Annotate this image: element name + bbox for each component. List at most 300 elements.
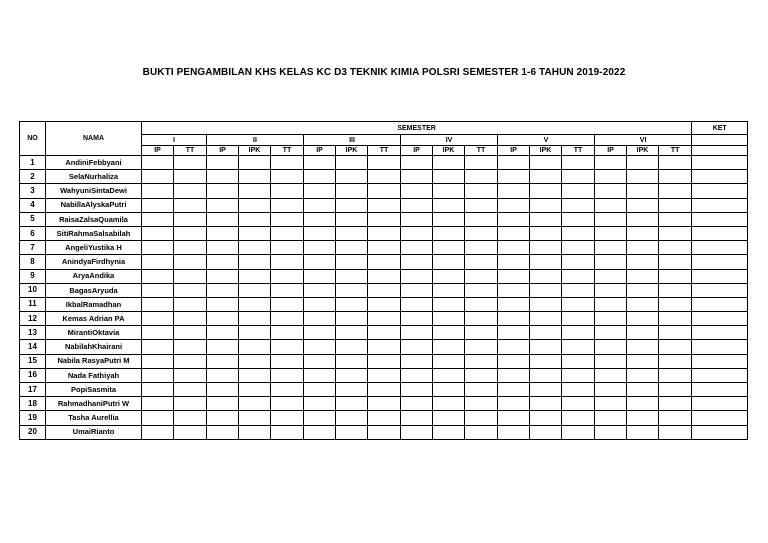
grade-cell — [498, 255, 530, 269]
grade-cell — [595, 156, 627, 170]
student-name: AnindyaFirdhynia — [46, 255, 142, 269]
grade-cell — [433, 340, 465, 354]
grade-cell — [627, 198, 659, 212]
table-row — [20, 368, 748, 382]
grade-cell — [174, 156, 207, 170]
student-name: UmaiRianto — [46, 425, 142, 439]
grade-cell — [595, 297, 627, 311]
grade-cell — [562, 368, 595, 382]
header-semester-3: III — [304, 135, 401, 146]
grade-cell — [368, 340, 401, 354]
grade-cell — [174, 226, 207, 240]
grade-cell — [401, 212, 433, 226]
grade-cell — [368, 212, 401, 226]
grade-cell — [433, 397, 465, 411]
table-row — [20, 411, 748, 425]
table-row — [20, 212, 748, 226]
header-semester-1: I — [142, 135, 207, 146]
grade-cell — [239, 184, 271, 198]
table-row — [20, 425, 748, 439]
grade-cell — [659, 312, 692, 326]
student-name: AryaAndika — [46, 269, 142, 283]
grade-cell — [174, 411, 207, 425]
grade-cell — [142, 326, 174, 340]
grade-cell — [368, 184, 401, 198]
row-number: 15 — [20, 354, 46, 368]
grade-cell — [142, 425, 174, 439]
grade-cell — [336, 383, 368, 397]
grade-cell — [530, 226, 562, 240]
grade-cell — [498, 226, 530, 240]
sub-header-tt: TT — [562, 146, 595, 156]
grade-cell — [465, 425, 498, 439]
grade-cell — [627, 368, 659, 382]
grade-cell — [174, 297, 207, 311]
table-row — [20, 156, 748, 170]
sub-header-tt: TT — [659, 146, 692, 156]
grade-cell — [174, 170, 207, 184]
grade-cell — [627, 425, 659, 439]
grade-cell — [627, 283, 659, 297]
grade-cell — [433, 312, 465, 326]
student-name: AndiniFebbyani — [46, 156, 142, 170]
grade-cell — [239, 241, 271, 255]
grade-cell — [336, 255, 368, 269]
sub-header-ipk: IPK — [530, 146, 562, 156]
grade-cell — [595, 425, 627, 439]
grade-cell — [595, 184, 627, 198]
grade-cell — [433, 411, 465, 425]
grade-cell — [562, 312, 595, 326]
grade-cell — [659, 368, 692, 382]
table-row — [20, 241, 748, 255]
grade-cell — [627, 354, 659, 368]
grade-cell — [465, 198, 498, 212]
ket-cell — [692, 326, 748, 340]
grade-cell — [207, 255, 239, 269]
sub-header-ip: IP — [304, 146, 336, 156]
grade-cell — [595, 241, 627, 255]
grade-cell — [627, 269, 659, 283]
grade-cell — [659, 170, 692, 184]
grade-cell — [336, 226, 368, 240]
grade-cell — [530, 269, 562, 283]
grade-cell — [465, 170, 498, 184]
grade-cell — [239, 397, 271, 411]
grade-cell — [433, 241, 465, 255]
grade-cell — [304, 226, 336, 240]
table-row — [20, 226, 748, 240]
grade-cell — [142, 297, 174, 311]
row-number: 8 — [20, 255, 46, 269]
grade-cell — [659, 269, 692, 283]
grade-cell — [401, 170, 433, 184]
grade-cell — [465, 383, 498, 397]
sub-header-ip: IP — [142, 146, 174, 156]
grade-cell — [530, 297, 562, 311]
grade-cell — [659, 354, 692, 368]
grade-cell — [142, 397, 174, 411]
grade-cell — [174, 326, 207, 340]
grade-cell — [401, 312, 433, 326]
grade-cell — [368, 368, 401, 382]
ket-cell — [692, 283, 748, 297]
grade-cell — [498, 354, 530, 368]
grade-cell — [530, 283, 562, 297]
grade-cell — [336, 198, 368, 212]
grade-cell — [368, 297, 401, 311]
grade-cell — [239, 212, 271, 226]
grade-cell — [562, 283, 595, 297]
grade-cell — [239, 297, 271, 311]
grade-cell — [595, 269, 627, 283]
table-row — [20, 383, 748, 397]
ket-blank — [692, 135, 748, 146]
grade-cell — [207, 212, 239, 226]
table-row — [20, 198, 748, 212]
grade-cell — [207, 312, 239, 326]
row-number: 1 — [20, 156, 46, 170]
grade-cell — [498, 383, 530, 397]
grade-cell — [336, 425, 368, 439]
grade-cell — [562, 226, 595, 240]
row-number: 5 — [20, 212, 46, 226]
grade-cell — [401, 255, 433, 269]
grade-cell — [562, 198, 595, 212]
student-name: SelaNurhaliza — [46, 170, 142, 184]
grade-cell — [304, 326, 336, 340]
ket-cell — [692, 212, 748, 226]
ket-cell — [692, 411, 748, 425]
student-name: BagasAryuda — [46, 283, 142, 297]
grade-cell — [433, 354, 465, 368]
ket-cell — [692, 241, 748, 255]
grade-cell — [304, 241, 336, 255]
table-row — [20, 170, 748, 184]
ket-cell — [692, 269, 748, 283]
grade-cell — [207, 283, 239, 297]
sub-header-tt: TT — [368, 146, 401, 156]
grade-cell — [239, 170, 271, 184]
grade-cell — [239, 198, 271, 212]
grade-cell — [595, 198, 627, 212]
grade-cell — [627, 184, 659, 198]
sub-header-ip: IP — [498, 146, 530, 156]
grade-cell — [659, 198, 692, 212]
grade-cell — [595, 397, 627, 411]
grade-cell — [401, 368, 433, 382]
row-number: 2 — [20, 170, 46, 184]
grade-cell — [304, 411, 336, 425]
grade-cell — [336, 184, 368, 198]
grade-cell — [142, 283, 174, 297]
grade-cell — [498, 397, 530, 411]
student-name: NabillaAlyskaPutri — [46, 198, 142, 212]
table-row — [20, 269, 748, 283]
row-number: 6 — [20, 226, 46, 240]
grade-cell — [498, 269, 530, 283]
grade-cell — [304, 198, 336, 212]
grade-cell — [304, 425, 336, 439]
grade-cell — [304, 255, 336, 269]
grade-cell — [595, 312, 627, 326]
grade-cell — [271, 283, 304, 297]
grade-cell — [562, 241, 595, 255]
grade-cell — [465, 411, 498, 425]
grade-cell — [271, 425, 304, 439]
grade-cell — [368, 241, 401, 255]
grade-cell — [433, 170, 465, 184]
grade-cell — [659, 156, 692, 170]
grade-cell — [142, 269, 174, 283]
grade-cell — [433, 368, 465, 382]
grade-cell — [336, 354, 368, 368]
grade-cell — [336, 340, 368, 354]
grade-cell — [401, 241, 433, 255]
grade-cell — [239, 326, 271, 340]
grade-cell — [659, 297, 692, 311]
grade-cell — [142, 255, 174, 269]
sub-header-ipk: IPK — [336, 146, 368, 156]
grade-cell — [174, 255, 207, 269]
row-number: 3 — [20, 184, 46, 198]
grade-cell — [304, 383, 336, 397]
khs-table — [19, 121, 748, 440]
grade-cell — [401, 283, 433, 297]
row-number: 20 — [20, 425, 46, 439]
grade-cell — [271, 269, 304, 283]
grade-cell — [530, 368, 562, 382]
grade-cell — [595, 226, 627, 240]
grade-cell — [595, 368, 627, 382]
grade-cell — [401, 383, 433, 397]
student-name: RaisaZalsaQuamila — [46, 212, 142, 226]
grade-cell — [207, 411, 239, 425]
grade-cell — [401, 411, 433, 425]
grade-cell — [271, 255, 304, 269]
grade-cell — [465, 368, 498, 382]
ket-cell — [692, 397, 748, 411]
grade-cell — [368, 411, 401, 425]
row-number: 9 — [20, 269, 46, 283]
grade-cell — [498, 297, 530, 311]
grade-cell — [659, 184, 692, 198]
grade-cell — [562, 340, 595, 354]
grade-cell — [498, 283, 530, 297]
grade-cell — [271, 411, 304, 425]
ket-cell — [692, 255, 748, 269]
ket-cell — [692, 368, 748, 382]
grade-cell — [595, 340, 627, 354]
grade-cell — [530, 198, 562, 212]
grade-cell — [174, 241, 207, 255]
grade-cell — [207, 297, 239, 311]
grade-cell — [627, 312, 659, 326]
grade-cell — [530, 397, 562, 411]
grade-cell — [368, 354, 401, 368]
grade-cell — [595, 354, 627, 368]
grade-cell — [271, 156, 304, 170]
grade-cell — [304, 184, 336, 198]
grade-cell — [659, 212, 692, 226]
grade-cell — [304, 156, 336, 170]
grade-cell — [530, 354, 562, 368]
grade-cell — [368, 198, 401, 212]
row-number: 12 — [20, 312, 46, 326]
grade-cell — [239, 411, 271, 425]
grade-cell — [174, 198, 207, 212]
grade-cell — [465, 184, 498, 198]
ket-blank — [692, 146, 748, 156]
sub-header-tt: TT — [271, 146, 304, 156]
grade-cell — [142, 312, 174, 326]
ket-cell — [692, 383, 748, 397]
table-row — [20, 340, 748, 354]
sub-header-ip: IP — [595, 146, 627, 156]
grade-cell — [207, 383, 239, 397]
grade-cell — [239, 312, 271, 326]
student-name: MirantiOktavia — [46, 326, 142, 340]
grade-cell — [304, 397, 336, 411]
grade-cell — [142, 241, 174, 255]
grade-cell — [142, 383, 174, 397]
grade-cell — [207, 354, 239, 368]
grade-cell — [207, 184, 239, 198]
page-title: BUKTI PENGAMBILAN KHS KELAS KC D3 TEKNIK KIMIA POLSRI SEMESTER 1-6 TAHUN 2019-2022 — [142, 67, 626, 78]
grade-cell — [271, 184, 304, 198]
grade-cell — [174, 354, 207, 368]
grade-cell — [433, 156, 465, 170]
grade-cell — [401, 156, 433, 170]
student-name: SitiRahmaSalsabilah — [46, 226, 142, 240]
student-name: AngeliYustika H — [46, 241, 142, 255]
grade-cell — [659, 340, 692, 354]
sub-header-ipk: IPK — [239, 146, 271, 156]
grade-cell — [465, 326, 498, 340]
sub-header-ip: IP — [207, 146, 239, 156]
grade-cell — [562, 383, 595, 397]
grade-cell — [174, 340, 207, 354]
table-row — [20, 297, 748, 311]
grade-cell — [498, 340, 530, 354]
grade-cell — [239, 354, 271, 368]
grade-cell — [271, 226, 304, 240]
grade-cell — [271, 241, 304, 255]
sub-header-tt: TT — [465, 146, 498, 156]
grade-cell — [271, 326, 304, 340]
student-name: Tasha Aurellia — [46, 411, 142, 425]
grade-cell — [465, 226, 498, 240]
table-row — [20, 354, 748, 368]
grade-cell — [336, 297, 368, 311]
table-row — [20, 255, 748, 269]
grade-cell — [530, 255, 562, 269]
grade-cell — [465, 241, 498, 255]
grade-cell — [659, 226, 692, 240]
student-name: RahmadhaniPutri W — [46, 397, 142, 411]
grade-cell — [142, 184, 174, 198]
grade-cell — [304, 340, 336, 354]
grade-cell — [498, 241, 530, 255]
grade-cell — [207, 241, 239, 255]
grade-cell — [174, 368, 207, 382]
grade-cell — [174, 269, 207, 283]
sub-header-ipk: IPK — [627, 146, 659, 156]
grade-cell — [659, 411, 692, 425]
grade-cell — [627, 255, 659, 269]
grade-cell — [304, 269, 336, 283]
grade-cell — [368, 269, 401, 283]
table-row — [20, 397, 748, 411]
grade-cell — [562, 297, 595, 311]
grade-cell — [627, 340, 659, 354]
grade-cell — [595, 283, 627, 297]
grade-cell — [142, 411, 174, 425]
grade-cell — [304, 297, 336, 311]
grade-cell — [627, 297, 659, 311]
grade-cell — [595, 411, 627, 425]
grade-cell — [271, 397, 304, 411]
grade-cell — [530, 383, 562, 397]
ket-cell — [692, 170, 748, 184]
grade-cell — [562, 397, 595, 411]
grade-cell — [336, 397, 368, 411]
grade-cell — [207, 326, 239, 340]
grade-cell — [530, 184, 562, 198]
grade-cell — [239, 269, 271, 283]
grade-cell — [271, 170, 304, 184]
grade-cell — [530, 340, 562, 354]
grade-cell — [174, 312, 207, 326]
grade-cell — [433, 226, 465, 240]
grade-cell — [659, 283, 692, 297]
grade-cell — [239, 340, 271, 354]
grade-cell — [562, 170, 595, 184]
grade-cell — [142, 212, 174, 226]
grade-cell — [498, 156, 530, 170]
grade-cell — [498, 411, 530, 425]
grade-cell — [433, 297, 465, 311]
grade-cell — [627, 383, 659, 397]
grade-cell — [142, 198, 174, 212]
grade-cell — [401, 425, 433, 439]
grade-cell — [530, 241, 562, 255]
grade-cell — [142, 368, 174, 382]
row-number: 19 — [20, 411, 46, 425]
grade-cell — [368, 255, 401, 269]
grade-cell — [271, 340, 304, 354]
grade-cell — [401, 354, 433, 368]
grade-cell — [530, 425, 562, 439]
grade-cell — [142, 354, 174, 368]
grade-cell — [239, 425, 271, 439]
grade-cell — [239, 368, 271, 382]
grade-cell — [498, 170, 530, 184]
grade-cell — [659, 241, 692, 255]
row-number: 13 — [20, 326, 46, 340]
grade-cell — [142, 226, 174, 240]
grade-cell — [207, 368, 239, 382]
grade-cell — [465, 340, 498, 354]
grade-cell — [207, 397, 239, 411]
grade-cell — [627, 170, 659, 184]
table-row — [20, 283, 748, 297]
grade-cell — [239, 255, 271, 269]
header-no: NO — [20, 122, 46, 156]
grade-cell — [595, 326, 627, 340]
grade-cell — [530, 170, 562, 184]
student-name: NabilahKhairani — [46, 340, 142, 354]
